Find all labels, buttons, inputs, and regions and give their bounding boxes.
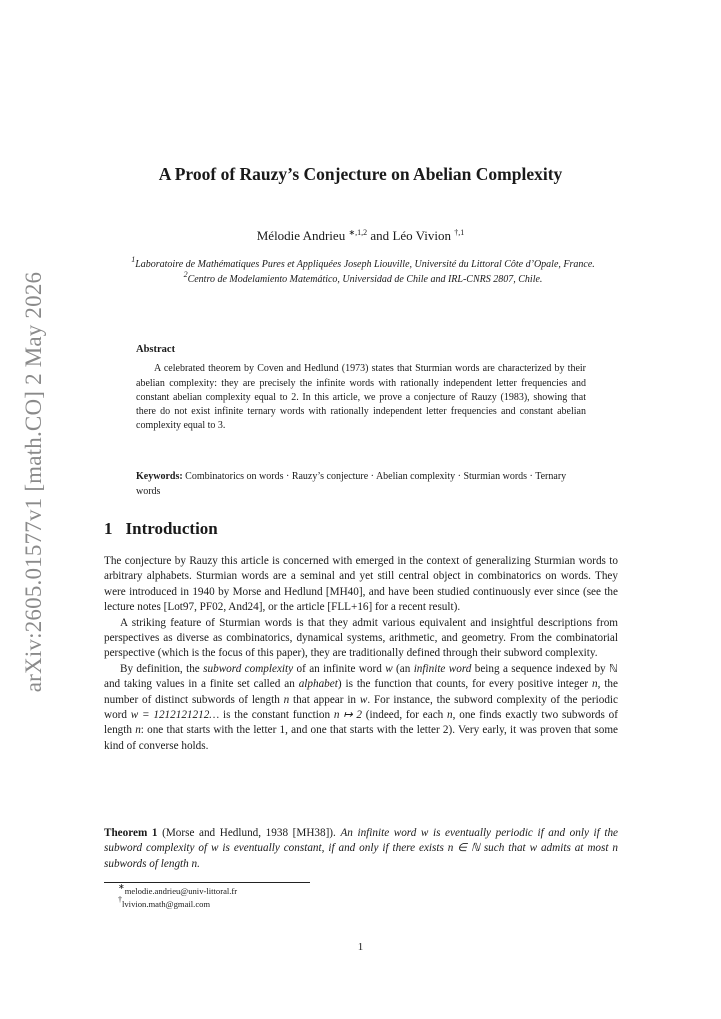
math-expression: n ↦ 2 bbox=[333, 709, 363, 722]
text-run: . For instance, the subword complexity of the periodic word bbox=[104, 693, 618, 722]
footnote-email: melodie.andrieu@univ-littoral.fr bbox=[124, 886, 238, 896]
math-variable: n bbox=[592, 678, 598, 691]
paper-title: A Proof of Rauzy’s Conjecture on Abelian Complexity bbox=[158, 164, 563, 184]
footnotes bbox=[118, 882, 238, 911]
math-variable: n bbox=[447, 709, 453, 722]
footnote-email: lvivion.math@gmail.com bbox=[122, 899, 211, 909]
theorem-attribution: (Morse and Hedlund, 1938 [MH38]). bbox=[162, 827, 336, 839]
math-variable: w bbox=[359, 693, 368, 706]
author-line bbox=[0, 228, 721, 244]
abstract-text: A celebrated theorem by Coven and Hedlund (1973) states that Sturmian words are characterized by their abelian complexity: they are precisely the infinite words with rationally independent letter frequencies and constant abelian complexity equal to 2. In this article, we prove a conjecture of Rauzy (1983), showing that there do not exist infinite ternary words with rationally independent letter frequencies and constant abelian complexity equal to 3. bbox=[136, 363, 586, 432]
affiliation-1 bbox=[104, 255, 622, 273]
section-body bbox=[104, 554, 618, 754]
theorem bbox=[104, 826, 618, 872]
text-run: that appear in bbox=[289, 693, 360, 706]
keywords-text: Combinatorics on words · Rauzy’s conjecture · Abelian complexity · Sturmian words · Ternary words bbox=[136, 471, 567, 497]
footnote bbox=[118, 895, 237, 911]
author-name: Léo Vivion bbox=[392, 228, 451, 243]
section-number: 1 bbox=[104, 519, 113, 538]
affiliations bbox=[104, 255, 622, 287]
footnote bbox=[118, 882, 238, 898]
text-run: : one that starts with the letter 1, and one that starts with the letter 2). Very early, it was proven that some kind of converse holds. bbox=[104, 724, 618, 752]
math-expression: w = 1212121212… bbox=[130, 709, 220, 722]
affiliation-mark: 2 bbox=[183, 269, 188, 279]
footnote-mark: † bbox=[118, 895, 122, 904]
footnote-rule bbox=[104, 882, 310, 883]
text-run: (indeed, for each bbox=[362, 709, 448, 722]
text-run: is the constant function bbox=[219, 709, 334, 722]
paragraph: A striking feature of Sturmian words is that they admit various equivalent and insightful descriptions from perspectives as diverse as combinatorics, dynamical systems, arithmetic, and geometry. From the combinatorial perspective (which is the focus of this paper), they are traditionally defined through their subword complexity. bbox=[104, 616, 618, 660]
math-variable: n bbox=[135, 724, 141, 737]
author-marks: ∗,1,2 bbox=[348, 228, 368, 237]
affiliation-mark: 1 bbox=[131, 255, 136, 264]
paragraph: The conjecture by Rauzy this article is concerned with emerged in the context of generalizing Sturmian words to arbitrary alphabets. Sturmian words are a seminal and yet still central object in combinatorics on words. They were introduced in 1940 by Morse and Hedlund [MH40], and have been studied continuously ever since (see the lecture notes [Lot97, PF02, And24], or the article [FLL+16] for a recent result). bbox=[104, 555, 618, 614]
keywords bbox=[136, 469, 586, 499]
text-run: , one finds exactly two subwords of length bbox=[104, 709, 618, 737]
theorem-statement: An infinite word w is eventually periodic if and only if the subword complexity of w is eventually constant, if and only if there exists n ∈ ℕ such that w admits at most n subwords of length n. bbox=[104, 827, 619, 870]
author-connector: and bbox=[367, 228, 393, 243]
paragraph bbox=[104, 662, 618, 754]
abstract-heading: Abstract bbox=[136, 344, 176, 355]
text-run: ) is the function that counts, for every positive integer bbox=[337, 678, 593, 691]
author-marks: †,1 bbox=[454, 228, 465, 237]
section-title: Introduction bbox=[125, 519, 218, 538]
affiliation-text: Laboratoire de Mathématiques Pures et Appliquées Joseph Liouville, Université du Littoral Côte d’Opale, France. bbox=[135, 259, 595, 270]
arxiv-sidebar bbox=[14, 271, 54, 693]
emphasis: infinite word bbox=[413, 662, 472, 675]
theorem-label: Theorem 1 bbox=[104, 827, 158, 839]
affiliation-text: Centro de Modelamiento Matemático, Universidad de Chile and IRL-CNRS 2807, Chile. bbox=[187, 273, 543, 285]
text-run: (an bbox=[392, 662, 414, 675]
abstract bbox=[136, 343, 586, 434]
text-run: being a sequence indexed by ℕ and taking values in a finite set called an bbox=[104, 662, 618, 691]
emphasis: subword complexity bbox=[203, 662, 294, 675]
emphasis: alphabet bbox=[298, 678, 338, 691]
text-run: By definition, the bbox=[120, 662, 204, 675]
section-heading bbox=[104, 519, 218, 539]
footnote-mark: ∗ bbox=[118, 882, 125, 891]
affiliation-2 bbox=[104, 269, 622, 288]
arxiv-identifier: arXiv:2605.01577v1 [math.CO] 2 May 2026 bbox=[21, 271, 46, 693]
text-run: of an infinite word bbox=[293, 662, 386, 675]
keywords-label: Keywords: bbox=[136, 471, 183, 482]
author-name: Mélodie Andrieu bbox=[256, 228, 346, 243]
math-variable: w bbox=[385, 662, 393, 675]
text-run: , the number of distinct subwords of length bbox=[104, 678, 618, 706]
page-number: 1 bbox=[357, 941, 364, 953]
math-variable: n bbox=[283, 693, 290, 706]
